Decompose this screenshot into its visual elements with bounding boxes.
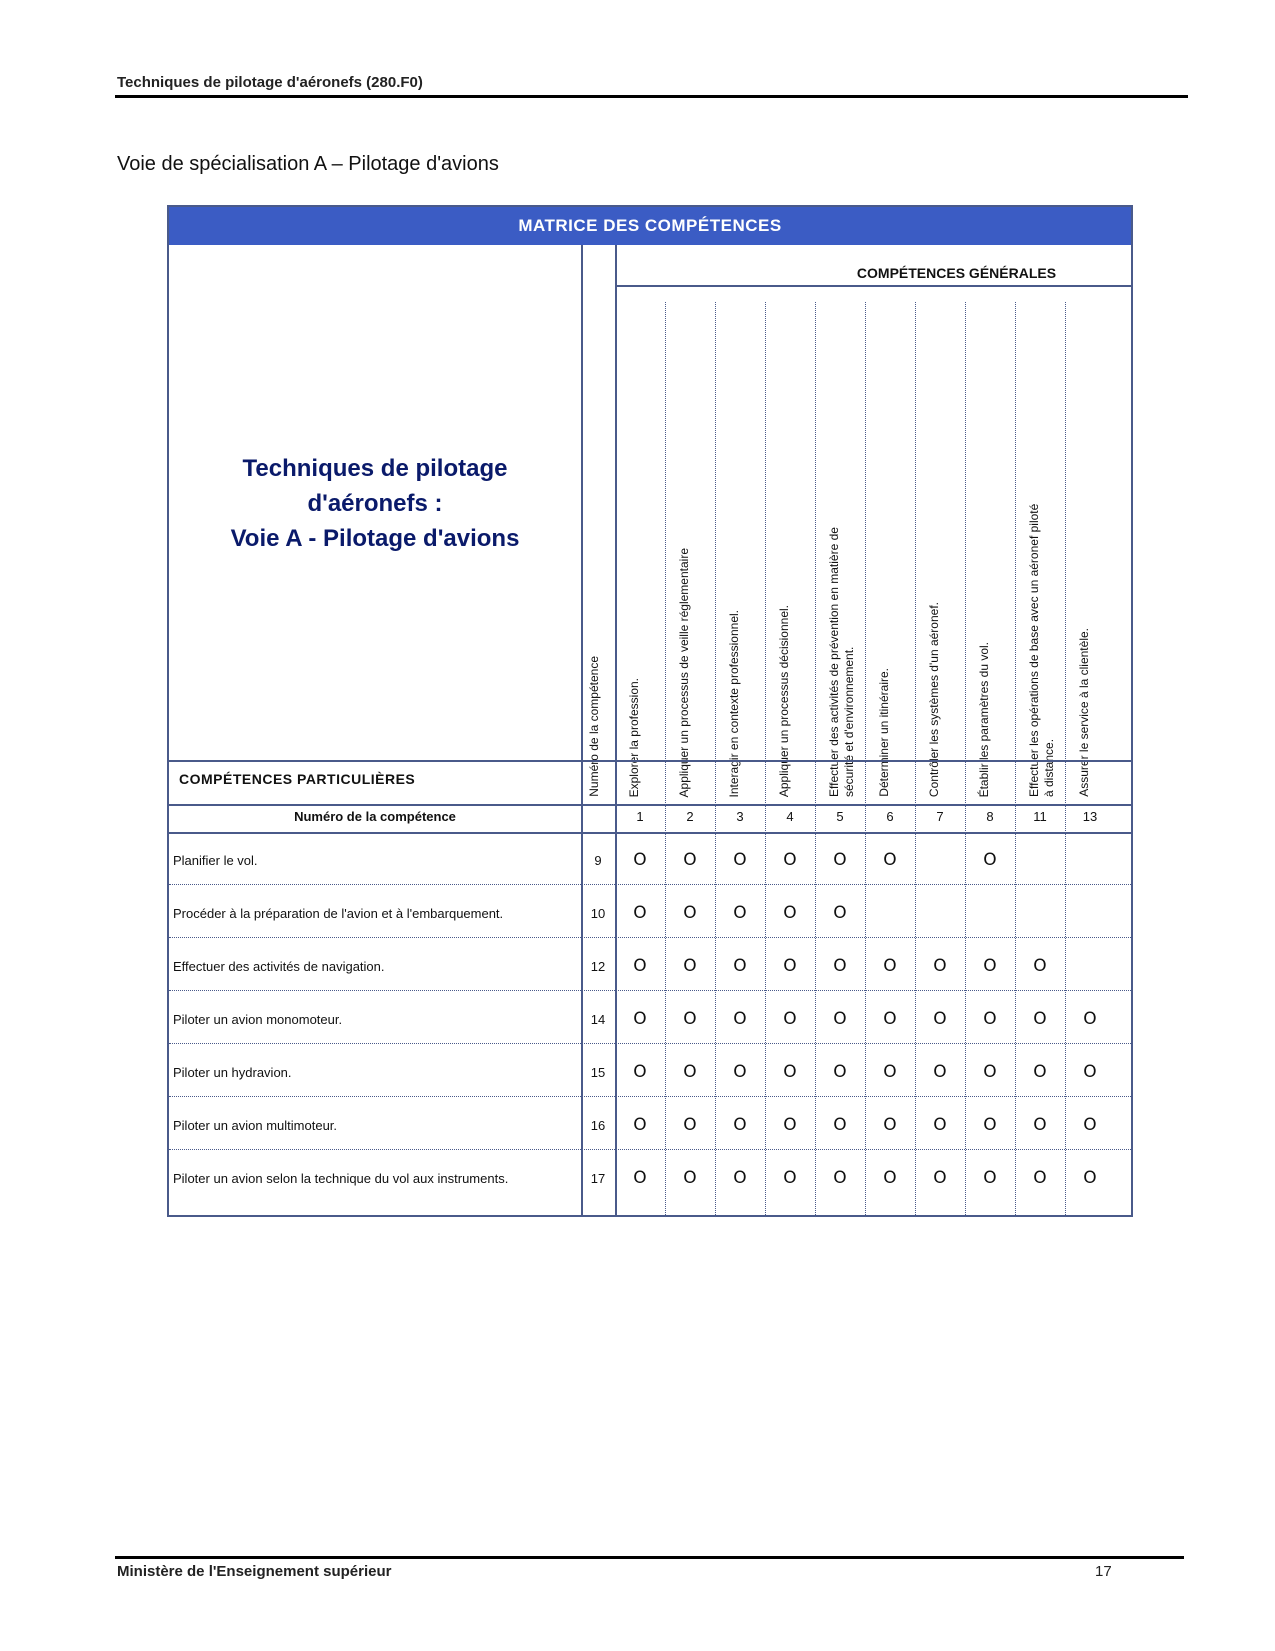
particular-competency-label: Piloter un avion monomoteur. [173, 1012, 343, 1027]
row-divider [169, 1096, 1131, 1097]
matrix-mark: O [833, 1009, 847, 1029]
matrix-mark: O [983, 1009, 997, 1029]
column-divider [965, 302, 966, 1215]
particular-competency-number: 14 [590, 1012, 606, 1027]
program-title-line: d'aéronefs : [307, 490, 443, 517]
matrix-mark: O [683, 1062, 697, 1082]
matrix-mark: O [683, 956, 697, 976]
general-competencies-title: COMPÉTENCES GÉNÉRALES [856, 265, 1057, 281]
matrix-mark: O [683, 1115, 697, 1135]
program-title [169, 451, 581, 556]
general-competency-label: Appliquer un processus décisionnel. [777, 604, 791, 797]
matrix-mark: O [1083, 1062, 1097, 1082]
matrix-mark: O [733, 1009, 747, 1029]
matrix-mark: O [1033, 956, 1047, 976]
matrix-mark: O [733, 903, 747, 923]
particular-competency-label: Piloter un avion multimoteur. [173, 1118, 338, 1133]
matrix-mark: O [733, 1168, 747, 1188]
particular-competency-label: Piloter un hydravion. [173, 1065, 292, 1080]
matrix-mark: O [783, 1115, 797, 1135]
particular-competency-label: Piloter un avion selon la technique du vol aux instruments. [173, 1171, 509, 1186]
matrix-mark: O [933, 956, 947, 976]
particular-competency-number: 12 [590, 959, 606, 974]
matrix-mark: O [733, 956, 747, 976]
row-divider [169, 1149, 1131, 1150]
matrix-mark: O [833, 850, 847, 870]
matrix-mark: O [633, 1062, 647, 1082]
matrix-mark: O [733, 1115, 747, 1135]
footer-rule [115, 1556, 1184, 1559]
matrix-mark: O [783, 1168, 797, 1188]
general-competency-label: Effectuer des activités de prévention en matière de sécurité et d'environnement. [827, 527, 856, 797]
particular-competency-label: Planifier le vol. [173, 853, 258, 868]
matrix-mark: O [633, 1168, 647, 1188]
footer-ministry: Ministère de l'Enseignement supérieur [117, 1563, 392, 1580]
matrix-mark: O [983, 1062, 997, 1082]
header-divider [169, 760, 1131, 762]
column-divider [765, 302, 766, 1215]
particular-competency-label: Effectuer des activités de navigation. [173, 959, 385, 974]
matrix-mark: O [633, 1115, 647, 1135]
program-title-line: Voie A - Pilotage d'avions [230, 525, 520, 552]
matrix-mark: O [833, 1115, 847, 1135]
matrix-mark: O [983, 850, 997, 870]
matrix-mark: O [933, 1168, 947, 1188]
particular-competency-number: 10 [590, 906, 606, 921]
row-divider [169, 990, 1131, 991]
header-title: Techniques de pilotage d'aéronefs (280.F0) [117, 74, 423, 91]
matrix-mark: O [883, 956, 897, 976]
matrix-mark: O [983, 1168, 997, 1188]
page-subtitle: Voie de spécialisation A – Pilotage d'avions [117, 153, 499, 175]
matrix-mark: O [1033, 1009, 1047, 1029]
general-competency-label: Appliquer un processus de veille réglementaire [677, 547, 691, 797]
row-divider [169, 937, 1131, 938]
matrix-mark: O [683, 850, 697, 870]
row-divider [169, 884, 1131, 885]
number-column-header: Numéro de la compétence [587, 656, 601, 797]
column-divider [615, 245, 617, 1215]
general-competency-number: 5 [836, 809, 844, 824]
matrix-mark: O [633, 956, 647, 976]
general-competency-number: 2 [686, 809, 694, 824]
matrix-mark: O [933, 1115, 947, 1135]
header-divider [615, 285, 1131, 287]
matrix-mark: O [933, 1062, 947, 1082]
matrix-mark: O [983, 956, 997, 976]
header-rule [115, 95, 1188, 98]
matrix-mark: O [833, 903, 847, 923]
general-competency-number: 11 [1033, 809, 1047, 824]
general-competency-number: 3 [736, 809, 744, 824]
matrix-mark: O [833, 956, 847, 976]
matrix-mark: O [1033, 1115, 1047, 1135]
matrix-mark: O [783, 1009, 797, 1029]
matrix-mark: O [883, 850, 897, 870]
matrix-mark: O [1083, 1168, 1097, 1188]
general-competency-label: Déterminer un itinéraire. [877, 668, 891, 797]
matrix-mark: O [833, 1062, 847, 1082]
general-competency-number: 8 [986, 809, 994, 824]
particular-competency-number: 16 [590, 1118, 606, 1133]
matrix-mark: O [883, 1062, 897, 1082]
matrix-mark: O [633, 850, 647, 870]
matrix-mark: O [683, 903, 697, 923]
matrix-mark: O [883, 1168, 897, 1188]
matrix-mark: O [1083, 1115, 1097, 1135]
matrix-mark: O [633, 903, 647, 923]
column-divider [665, 302, 666, 1215]
general-competency-number: 13 [1082, 809, 1098, 824]
matrix-mark: O [833, 1168, 847, 1188]
header-divider [169, 804, 1131, 806]
matrix-mark: O [883, 1009, 897, 1029]
matrix-mark: O [733, 850, 747, 870]
general-competency-label: Assurer le service à la clientèle. [1077, 628, 1091, 797]
matrix-mark: O [783, 1062, 797, 1082]
particular-competency-number: 9 [594, 853, 602, 868]
column-divider [1015, 302, 1016, 1215]
column-divider [815, 302, 816, 1215]
program-title-line: Techniques de pilotage [242, 455, 508, 482]
matrix-mark: O [733, 1062, 747, 1082]
matrix-mark: O [1033, 1168, 1047, 1188]
general-competency-number: 7 [936, 809, 944, 824]
particular-competencies-title: COMPÉTENCES PARTICULIÈRES [179, 771, 416, 787]
general-competency-label: Établir les paramètres du vol. [977, 641, 991, 797]
column-divider [1065, 302, 1066, 1215]
matrix-mark: O [683, 1168, 697, 1188]
general-competency-number: 4 [786, 809, 794, 824]
matrix-mark: O [683, 1009, 697, 1029]
column-divider [865, 302, 866, 1215]
general-competency-label: Effectuer les opérations de base avec un aéronef piloté à distance. [1027, 503, 1056, 797]
column-divider [581, 245, 583, 1215]
particular-competency-label: Procéder à la préparation de l'avion et à l'embarquement. [173, 906, 504, 921]
general-competency-label: Interagir en contexte professionnel. [727, 609, 741, 797]
matrix-mark: O [933, 1009, 947, 1029]
column-divider [715, 302, 716, 1215]
general-competency-number: 6 [886, 809, 894, 824]
competency-matrix [167, 205, 1133, 1217]
matrix-mark: O [783, 956, 797, 976]
particular-competency-number: 17 [590, 1171, 606, 1186]
column-divider [915, 302, 916, 1215]
particular-competency-number: 15 [590, 1065, 606, 1080]
header-divider [169, 832, 1131, 834]
row-divider [169, 1043, 1131, 1044]
matrix-mark: O [983, 1115, 997, 1135]
matrix-mark: O [633, 1009, 647, 1029]
matrix-mark: O [1033, 1062, 1047, 1082]
general-competency-label: Contrôler les systèmes d'un aéronef. [927, 601, 941, 797]
general-competency-number: 1 [636, 809, 644, 824]
general-competency-label: Explorer la profession. [627, 677, 641, 797]
matrix-mark: O [783, 903, 797, 923]
number-row-label: Numéro de la compétence [294, 809, 456, 824]
matrix-mark: O [783, 850, 797, 870]
matrix-mark: O [883, 1115, 897, 1135]
matrix-mark: O [1083, 1009, 1097, 1029]
matrix-title: MATRICE DES COMPÉTENCES [169, 207, 1131, 245]
page-number: 17 [1095, 1563, 1112, 1580]
